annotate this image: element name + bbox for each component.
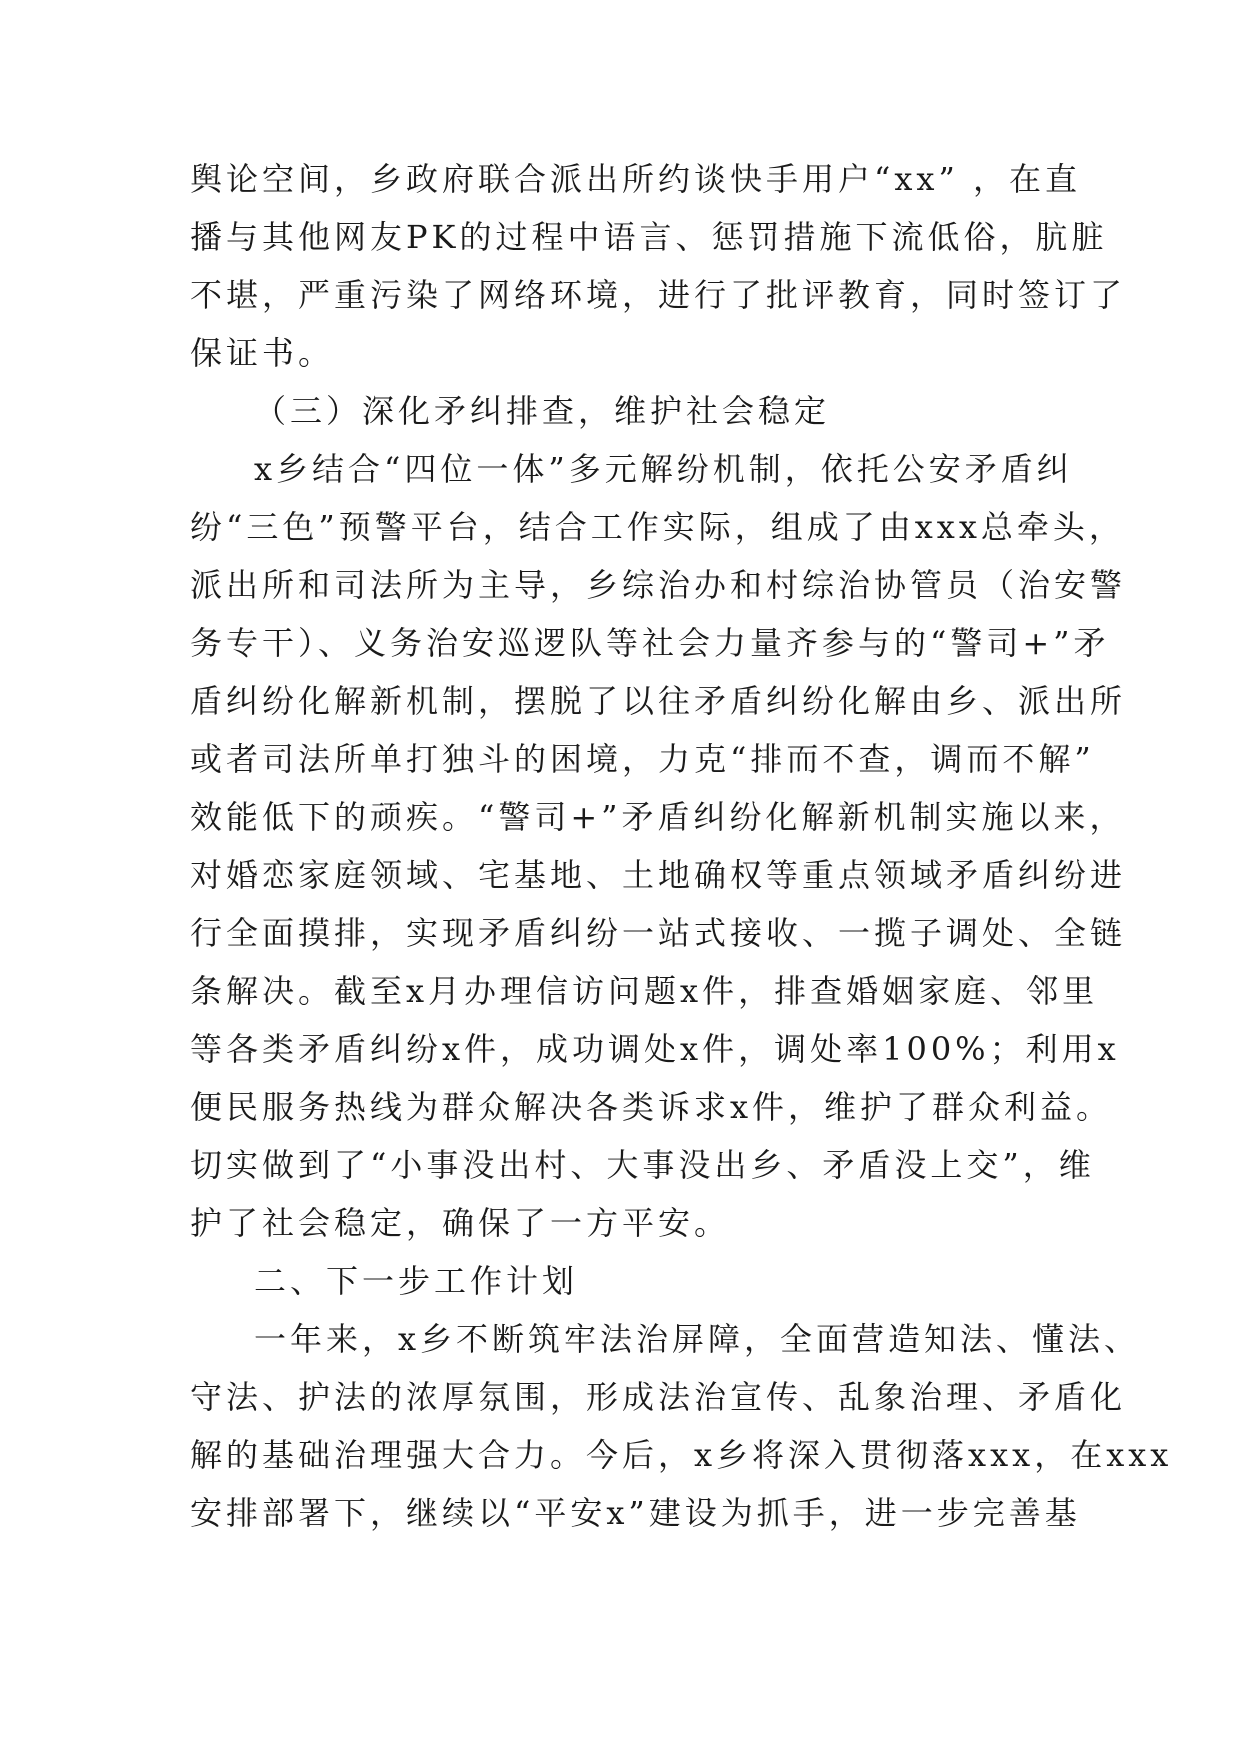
paragraph-line: 一年来，x乡不断筑牢法治屏障，全面营造知法、懂法、 (254, 1320, 1141, 1358)
paragraph-line: 解的基础治理强大合力。今后，x乡将深入贯彻落xxx，在xxx (190, 1436, 1173, 1474)
paragraph-line: 便民服务热线为群众解决各类诉求x件，维护了群众利益。 (190, 1088, 1113, 1126)
paragraph-line: 不堪，严重污染了网络环境，进行了批评教育，同时签订了 (190, 276, 1127, 314)
paragraph-line: 条解决。截至x月办理信访问题x件，排查婚姻家庭、邻里 (190, 972, 1099, 1010)
section-heading: （三）深化矛纠排查，维护社会稳定 (254, 392, 831, 430)
document-body (190, 150, 1173, 1542)
paragraph-line: 务专干）、义务治安巡逻队等社会力量齐参与的“警司+”矛 (190, 624, 1110, 662)
paragraph-line: 切实做到了“小事没出村、大事没出乡、矛盾没上交”，维 (190, 1146, 1095, 1184)
paragraph-line: 效能低下的顽疾。“警司+”矛盾纠纷化解新机制实施以来， (190, 798, 1126, 836)
paragraph-line: 纷“三色”预警平台，结合工作实际，组成了由xxx总牵头， (190, 508, 1125, 546)
paragraph-line: 保证书。 (190, 334, 335, 372)
paragraph-line: 派出所和司法所为主导，乡综治办和村综治协管员（治安警 (190, 566, 1127, 604)
section-heading: 二、下一步工作计划 (254, 1262, 579, 1300)
paragraph-line: 安排部署下，继续以“平安x”建设为抓手，进一步完善基 (190, 1494, 1081, 1532)
paragraph-line: 行全面摸排，实现矛盾纠纷一站式接收、一揽子调处、全链 (190, 914, 1127, 952)
paragraph-line: 盾纠纷化解新机制，摆脱了以往矛盾纠纷化解由乡、派出所 (190, 682, 1127, 720)
paragraph-line: 守法、护法的浓厚氛围，形成法治宣传、乱象治理、矛盾化 (190, 1378, 1127, 1416)
paragraph-line: 护了社会稳定，确保了一方平安。 (190, 1204, 731, 1242)
paragraph-line: 对婚恋家庭领域、宅基地、土地确权等重点领域矛盾纠纷进 (190, 856, 1127, 894)
paragraph-line: x乡结合“四位一体”多元解纷机制，依托公安矛盾纠 (254, 450, 1073, 488)
paragraph-line: 等各类矛盾纠纷x件，成功调处x件，调处率100%；利用x (190, 1030, 1120, 1068)
paragraph-line: 舆论空间，乡政府联合派出所约谈快手用户“xx” ，在直 (190, 160, 1081, 198)
paragraph-line: 播与其他网友PK的过程中语言、惩罚措施下流低俗，肮脏 (190, 218, 1108, 256)
paragraph-line: 或者司法所单打独斗的困境，力克“排而不查，调而不解” (190, 740, 1095, 778)
